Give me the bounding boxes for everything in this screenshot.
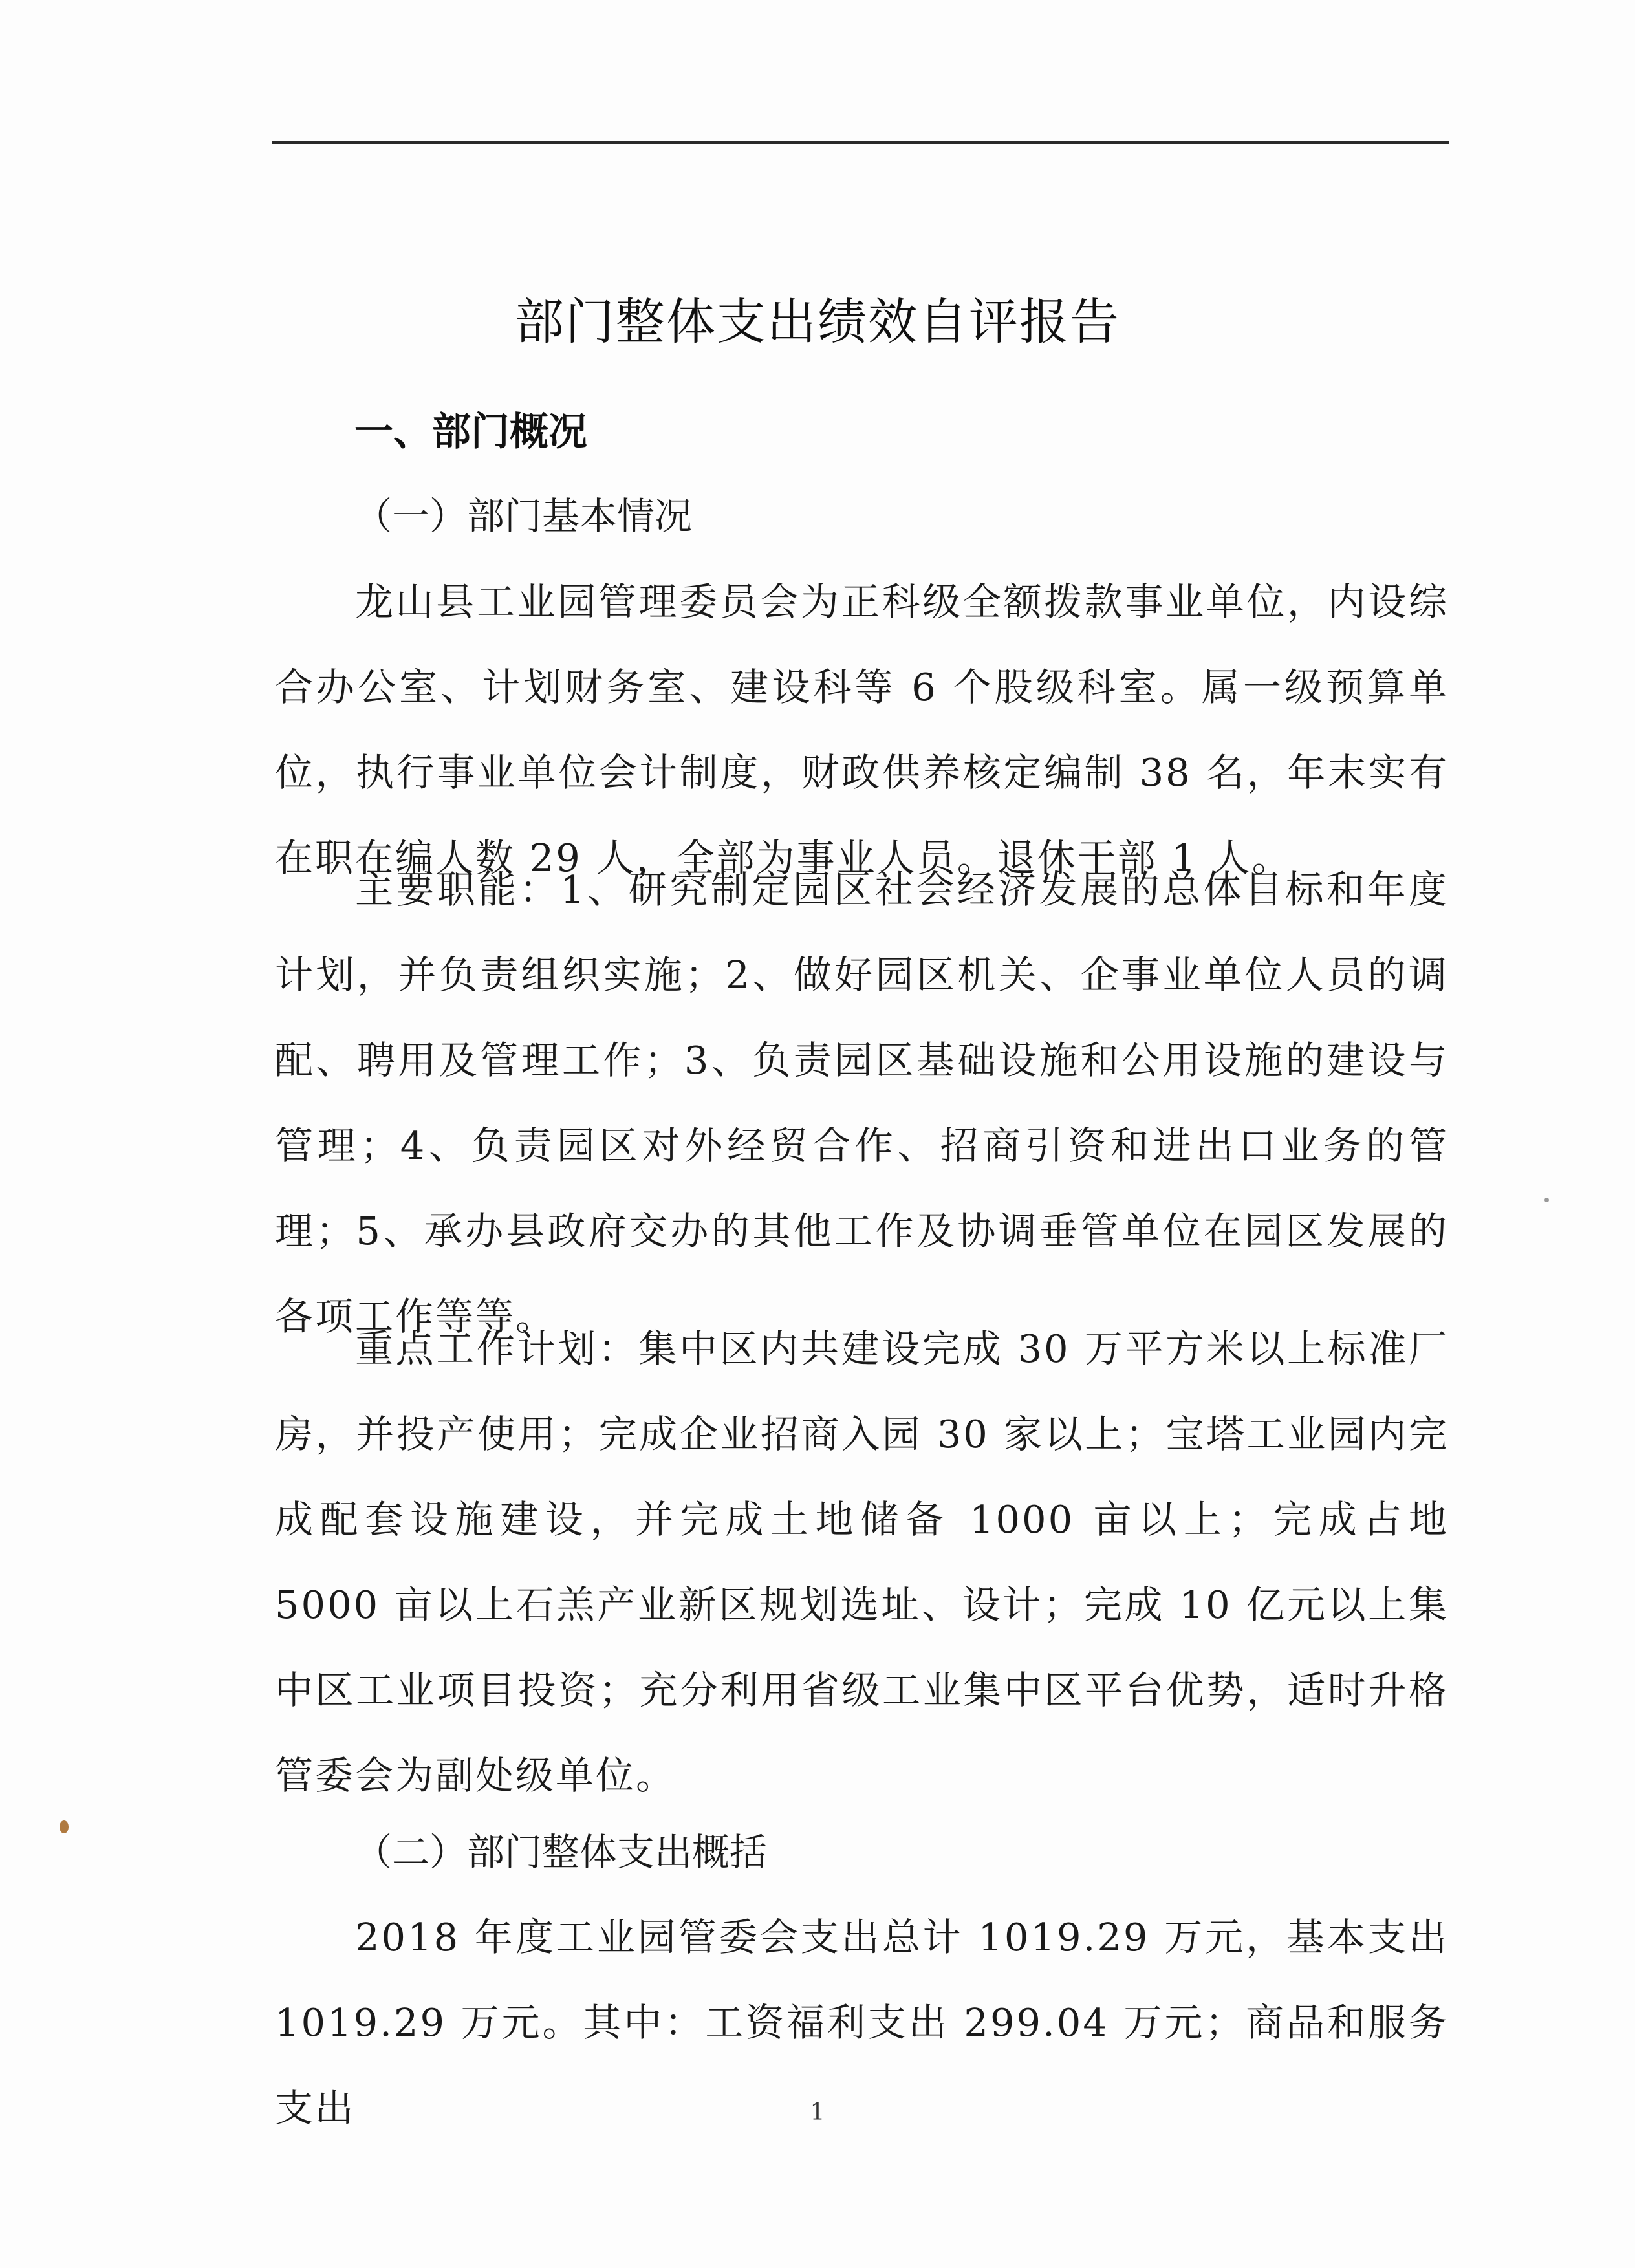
scan-speck	[60, 1820, 69, 1833]
paragraph-basic-info: 龙山县工业园管理委员会为正科级全额拨款事业单位，内设综合办公室、计划财务室、建设科等 6 个股级科室。属一级预算单位，执行事业单位会计制度，财政供养核定编制 38 名，年末实有在职在编人数 29 人，全部为事业人员。退休干部 1 人。	[275, 579, 1449, 880]
section-heading-overview: 一、部门概况	[354, 409, 587, 455]
page-number: 1	[810, 2099, 825, 2126]
header-rule	[272, 141, 1449, 144]
scan-speck	[1544, 1198, 1549, 1202]
sub-heading-expenditure: （二）部门整体支出概括	[354, 1830, 768, 1874]
document-title: 部门整体支出绩效自评报告	[515, 293, 1120, 351]
paragraph-work-plan: 重点工作计划：集中区内共建设完成 30 万平方米以上标准厂房，并投产使用；完成企业招商入园 30 家以上；宝塔工业园内完成配套设施建设，并完成土地储备 1000 亩以上；完成占地 5000 亩以上石羔产业新区规划选址、设计；完成 10 亿元以上集中区工业项目投资；充分利用省级工业集中区平台优势，适时升格管委会为副处级单位。	[275, 1326, 1449, 1798]
paragraph-main-functions: 主要职能：1、研究制定园区社会经济发展的总体目标和年度计划，并负责组织实施；2、做好园区机关、企事业单位人员的调配、聘用及管理工作；3、负责园区基础设施和公用设施的建设与管理；4、负责园区对外经贸合作、招商引资和进出口业务的管理；5、承办县政府交办的其他工作及协调垂管单位在园区发展的各项工作等等。	[275, 867, 1449, 1339]
paragraph-expenditure: 2018 年度工业园管委会支出总计 1019.29 万元，基本支出 1019.29 万元。其中：工资福利支出 299.04 万元；商品和服务支出	[275, 1915, 1449, 2130]
sub-heading-basic-info: （一）部门基本情况	[354, 494, 693, 538]
